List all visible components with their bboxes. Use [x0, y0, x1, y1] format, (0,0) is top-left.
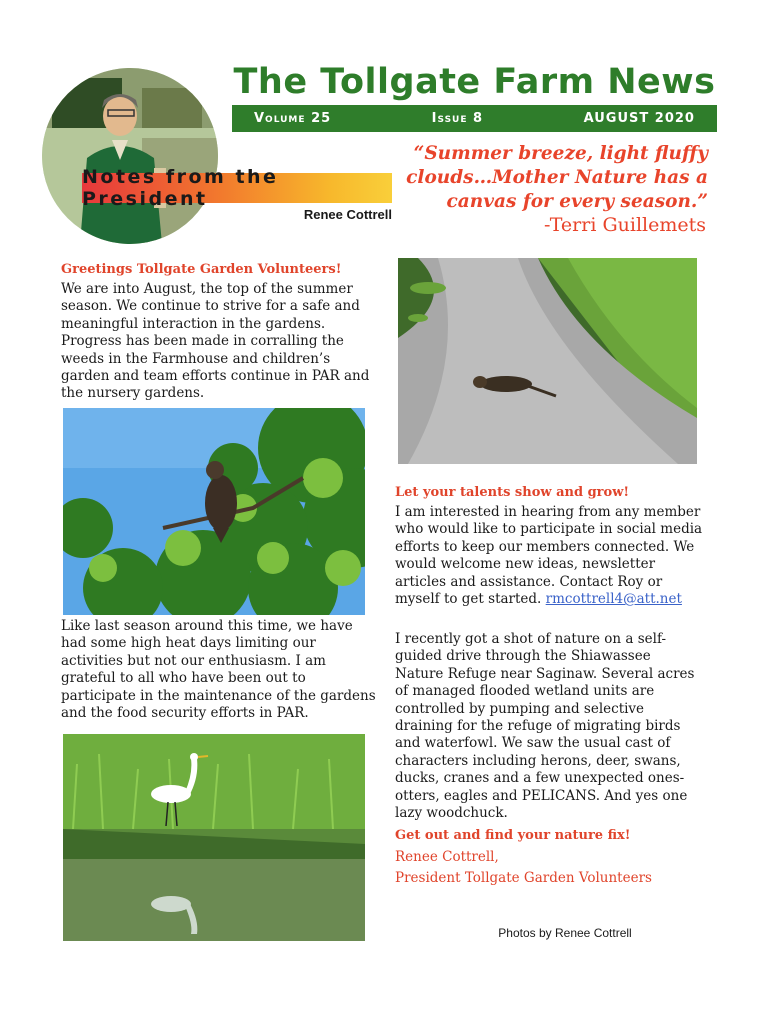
volume-label: Volume 25 [254, 111, 332, 126]
banner-text: Notes from the President [82, 166, 279, 210]
seasonal-quote: “Summer breeze, light fluffy clouds…Mother Nature has a canvas for every season.” [406, 143, 708, 212]
contact-email-link[interactable]: rmcottrell4@att.net [545, 591, 682, 608]
quote-attribution: -Terri Guillemets [543, 214, 706, 236]
right-paragraph-1 [395, 504, 703, 608]
greeting-heading: Greetings Tollgate Garden Volunteers! [61, 262, 342, 277]
newsletter-title: The Tollgate Farm News [233, 62, 716, 102]
hawk-in-tree-photo [63, 408, 365, 615]
egret-in-wetland-photo [63, 734, 365, 941]
right-paragraph-2: I recently got a shot of nature on a self-guided drive through the Shiawassee Nature Refuge near Saginaw. Several acres of managed flooded wetland units are controlled by pumping and selective draining for the refuge of migrating birds and waterfowl. We saw the usual cast of characters including herons, deer, swans, ducks, cranes and a few unexpected ones- otters, eagles and PELICANS. And yes one lazy woodchuck. [395, 631, 695, 822]
woodchuck-on-road-photo [398, 258, 697, 464]
photo-credit: Photos by Renee Cottrell [498, 926, 632, 940]
date-label: AUGUST 2020 [583, 111, 695, 126]
issue-label: Issue 8 [431, 111, 484, 126]
notes-from-president-banner [82, 166, 392, 210]
closing-heading: Get out and find your nature fix! [395, 828, 631, 843]
president-portrait-photo [42, 68, 218, 244]
talents-heading: Let your talents show and grow! [395, 485, 630, 500]
author-name: Renee Cottrell [303, 207, 392, 222]
signature-name: Renee Cottrell, [395, 849, 499, 865]
issue-bar [232, 105, 717, 132]
talents-body: I am interested in hearing from any member who would like to participate in social media efforts to keep our members connected. We would welcome new ideas, newsletter articles and assistance. Contact Roy or myself to get started. [395, 504, 703, 608]
left-paragraph-2: Like last season around this time, we have had some high heat days limiting our activities but not our enthusiasm. I am grateful to all who have been out to participate in the maintenance of the gardens and the food security efforts in PAR. [61, 618, 376, 722]
signature-title: President Tollgate Garden Volunteers [395, 870, 652, 886]
left-paragraph-1: We are into August, the top of the summer season. We continue to strive for a safe and meaningful interaction in the gardens. Progress has been made in corralling the weeds in the Farmhouse and children’s garden and team efforts continue in PAR and the nursery gardens. [61, 281, 370, 402]
